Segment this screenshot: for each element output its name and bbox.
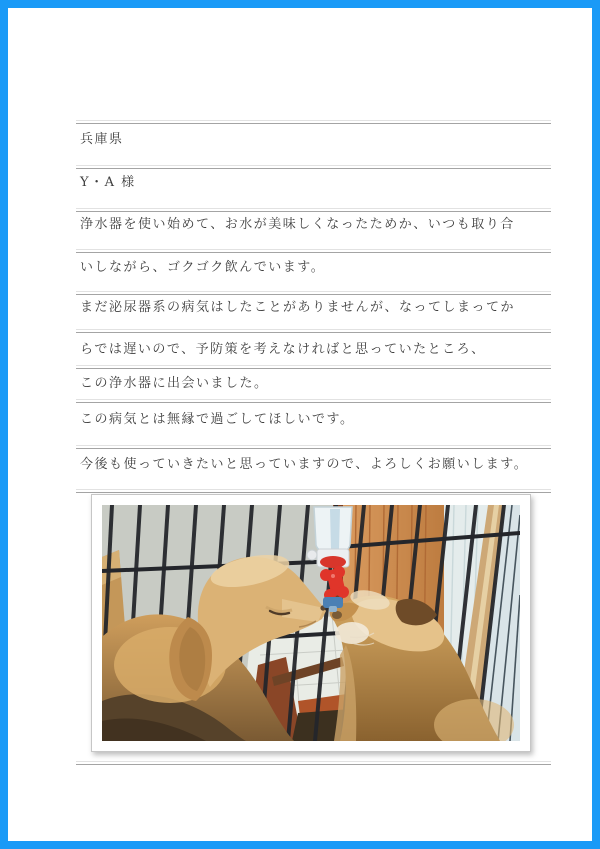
ruled-line — [76, 329, 551, 333]
body-line: いしながら、ゴクゴク飲んでいます。 — [80, 260, 326, 275]
customer-name: Y・A 様 — [80, 175, 136, 190]
prefecture-label: 兵庫県 — [80, 132, 124, 147]
body-line: まだ泌尿器系の病気はしたことがありませんが、なってしまってか — [80, 300, 516, 315]
testimonial-photo — [102, 505, 520, 741]
body-line: この浄水器に出会いました。 — [80, 376, 269, 391]
photo-frame — [91, 494, 531, 752]
body-line: 浄水器を使い始めて、お水が美味しくなったためか、いつも取り合 — [80, 217, 515, 232]
body-line: この病気とは無縁で過ごしてほしいです。 — [80, 412, 355, 427]
body-line: らでは遅いので、予防策を考えなければと思っていたところ、 — [80, 342, 486, 357]
ruled-line — [76, 249, 551, 253]
ruled-line — [76, 120, 551, 124]
ruled-line — [76, 761, 551, 765]
ruled-line — [76, 489, 551, 493]
ruled-line — [76, 291, 551, 295]
ruled-line — [76, 365, 551, 369]
body-line: 今後も使っていきたいと思っていますので、よろしくお願いします。 — [80, 457, 529, 472]
ruled-line — [76, 445, 551, 449]
ruled-line — [76, 399, 551, 403]
ruled-line — [76, 165, 551, 169]
ruled-line — [76, 208, 551, 212]
